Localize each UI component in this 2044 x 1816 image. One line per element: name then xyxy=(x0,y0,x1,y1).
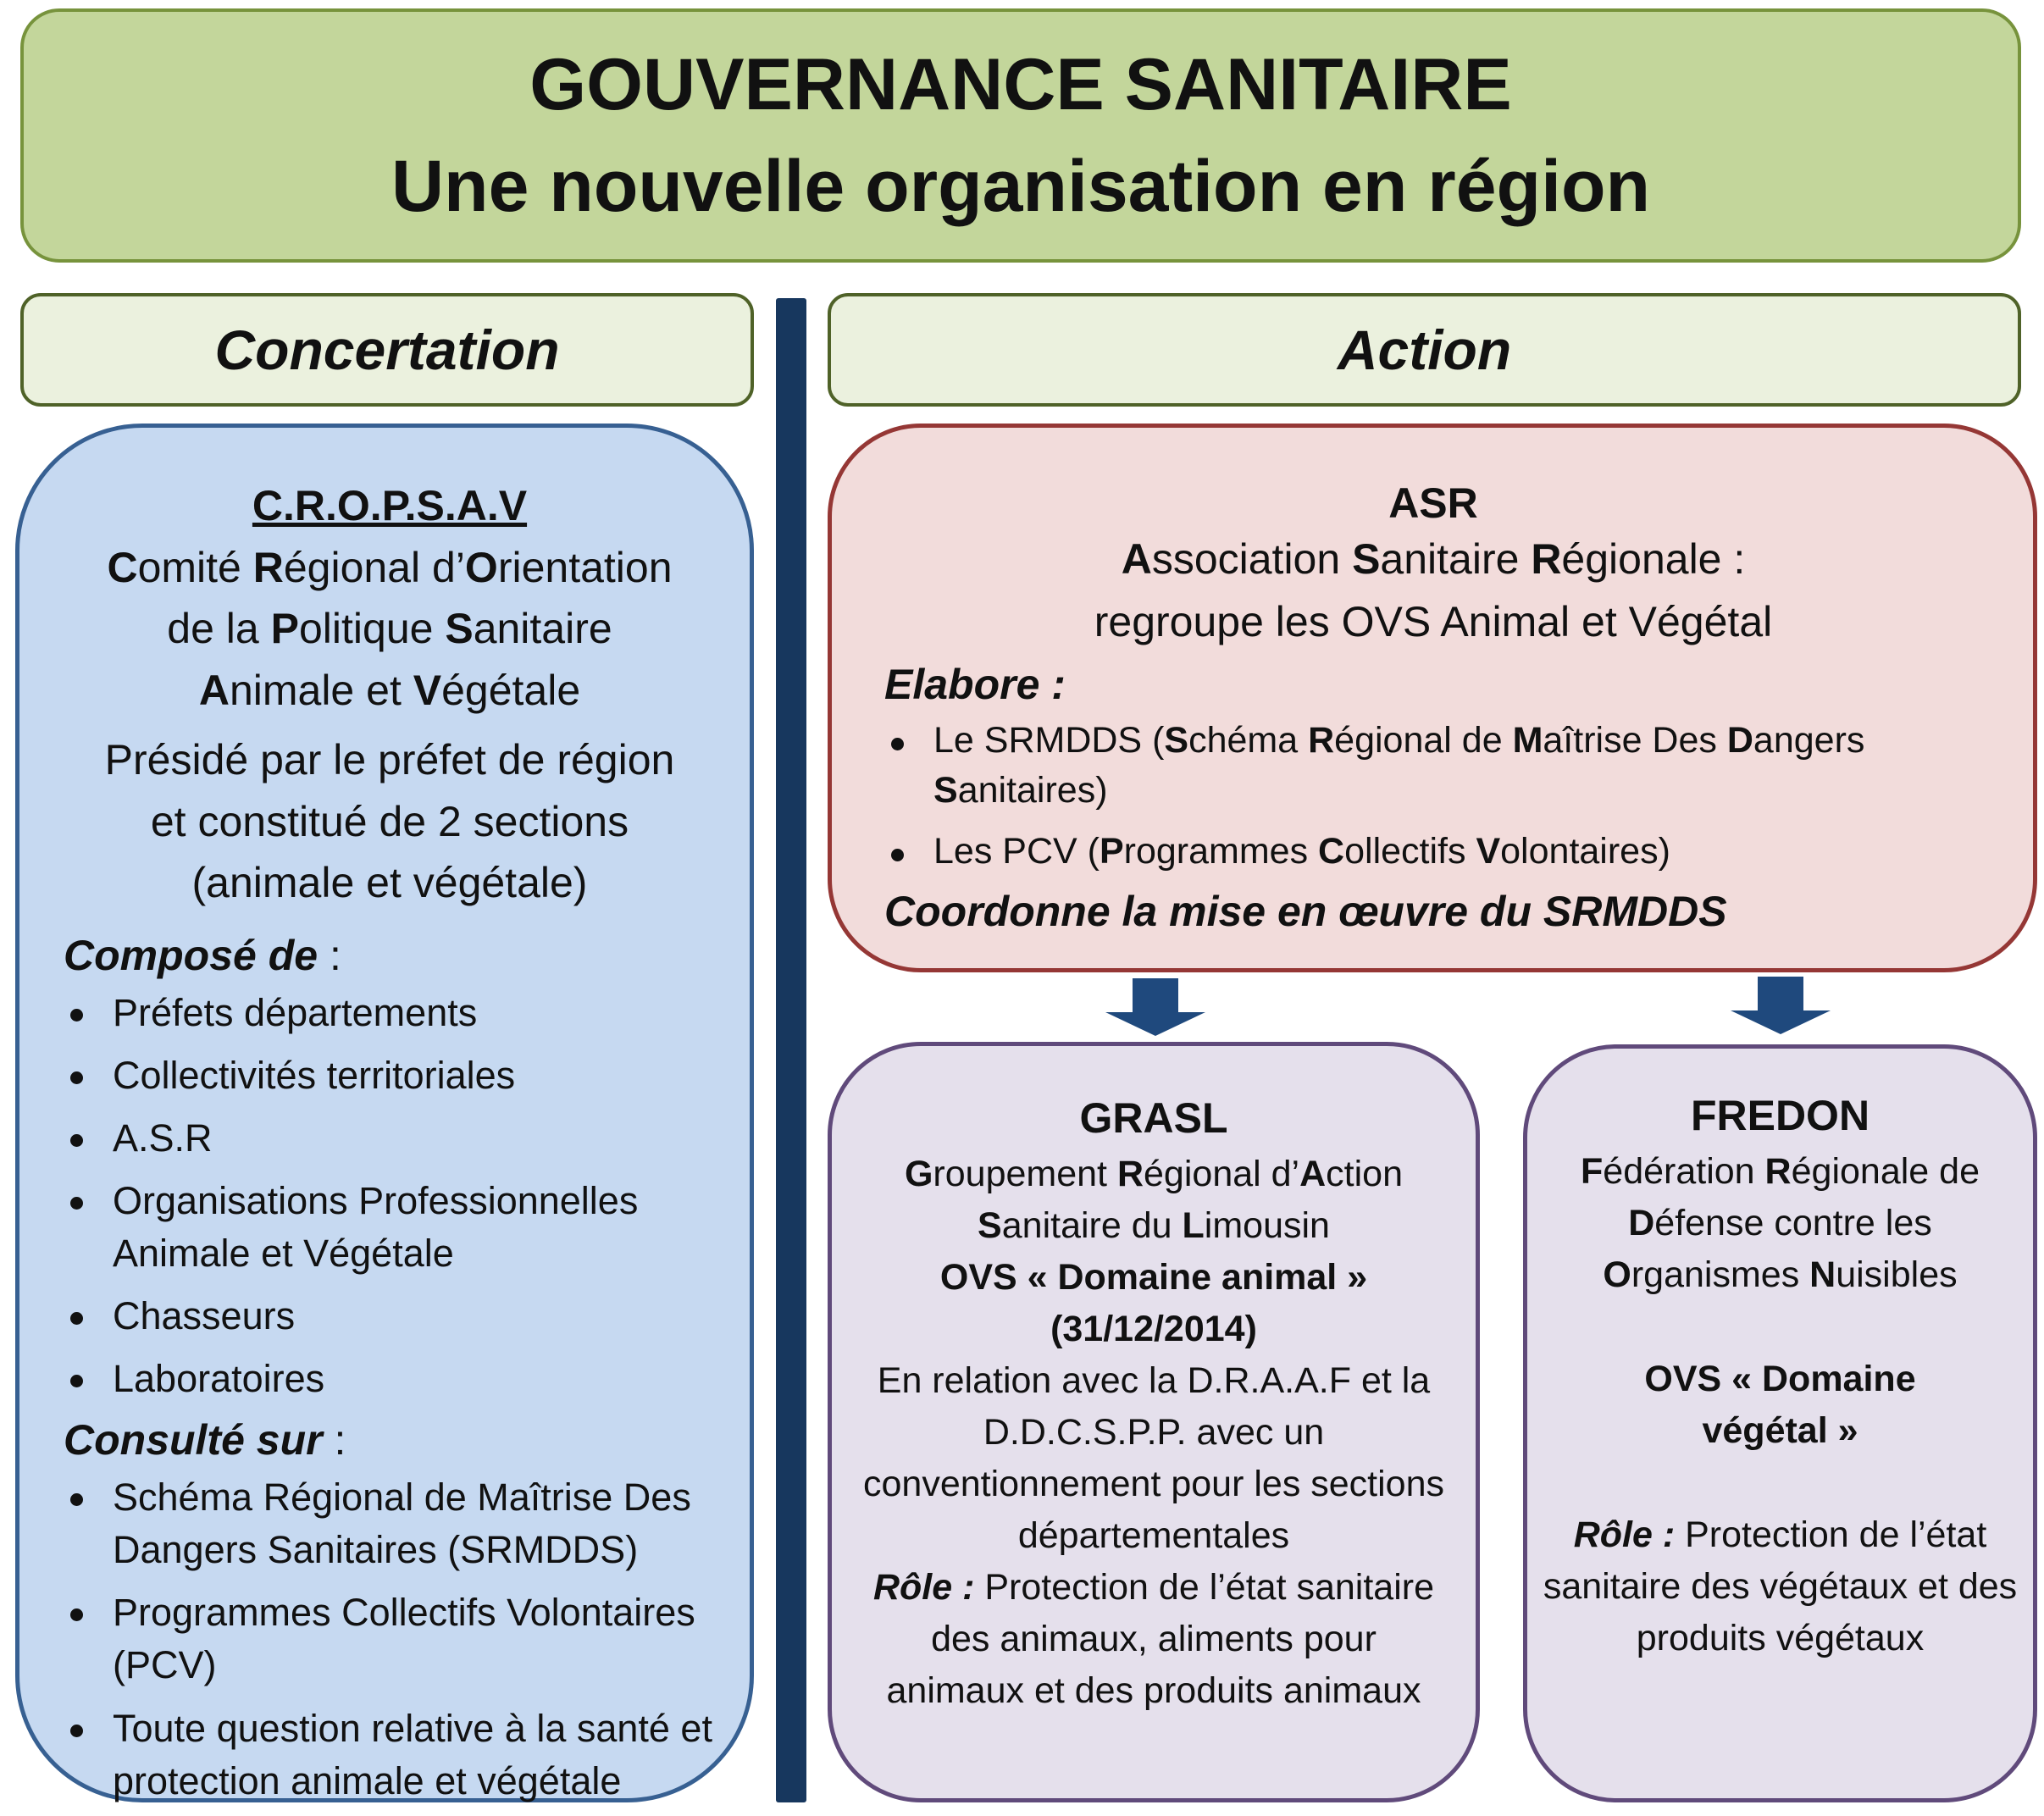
text-run: uisibles xyxy=(1836,1254,1958,1296)
text-run: anitaire xyxy=(1380,535,1532,583)
name-line xyxy=(849,1200,1459,1252)
description-line: et constitué de 2 sections xyxy=(150,797,629,845)
fredon-acronym: FREDON xyxy=(1690,1092,1870,1139)
text-run: R xyxy=(1308,720,1335,761)
list-item: Collectivités territoriales xyxy=(64,1049,716,1102)
composed-list xyxy=(64,987,716,1406)
name-line xyxy=(1536,1198,2025,1249)
list-item: Programmes Collectifs Volontaires (PCV) xyxy=(64,1586,716,1691)
text-run: A xyxy=(1121,535,1152,583)
grasl-role: Rôle : Protection de l’état sanitaire des animaux, aliments pour animaux et des produits animaux xyxy=(872,1567,1435,1712)
text-run: R xyxy=(252,543,284,591)
description-line: Présidé par le préfet de région xyxy=(104,736,675,783)
name-line xyxy=(884,528,1982,590)
consulted-list xyxy=(64,1471,716,1808)
list-item: Organisations Professionnelles Animale et Végétale xyxy=(64,1175,716,1280)
text-run: égional d’ xyxy=(1144,1154,1300,1194)
header-concertation-label: Concertation xyxy=(214,318,560,381)
grasl-relation: En relation avec la D.R.A.A.F et la D.D.C.S.P.P. avec un conventionnement pour les sections départementales xyxy=(862,1360,1445,1557)
text-run: R xyxy=(1531,535,1562,583)
fredon-fullname xyxy=(1536,1146,2025,1301)
arrow-down-icon xyxy=(1731,977,1831,1034)
arrow-down-icon xyxy=(1105,978,1205,1036)
text-run: C xyxy=(107,543,138,591)
list-item: Laboratoires xyxy=(64,1353,716,1405)
fredon-role: Rôle : Protection de l’état sanitaire des végétaux et des produits végétaux xyxy=(1543,1514,2018,1659)
text-run: omité xyxy=(137,543,253,591)
text-run: A xyxy=(1299,1154,1327,1194)
text-run: égional d’ xyxy=(283,543,465,591)
text-run: égional de xyxy=(1334,720,1513,761)
title-line-2: Une nouvelle organisation en région xyxy=(391,146,1651,227)
text-run: V xyxy=(1476,830,1501,872)
text-run: ction xyxy=(1326,1154,1404,1194)
grasl-panel xyxy=(828,1042,1480,1802)
header-action xyxy=(828,293,2021,407)
grasl-acronym: GRASL xyxy=(1079,1094,1228,1142)
text-run: imousin xyxy=(1204,1205,1330,1247)
text-run: R xyxy=(1764,1151,1792,1192)
column-divider xyxy=(776,298,806,1802)
text-run: Les PCV ( xyxy=(933,830,1100,872)
text-run: anitaire du xyxy=(1001,1205,1183,1247)
fredon-ovs: OVS « Domaine végétal » xyxy=(1644,1359,1916,1452)
name-line xyxy=(64,598,716,660)
text-run: rganismes xyxy=(1631,1254,1810,1296)
text-run: rientation xyxy=(497,543,673,591)
consulted-heading: Consulté sur : xyxy=(64,1416,346,1464)
text-run: A xyxy=(198,666,230,714)
text-run: anitaires) xyxy=(957,770,1108,811)
text-run: G xyxy=(904,1154,933,1194)
name-line xyxy=(849,1149,1459,1200)
text-run: S xyxy=(933,770,958,811)
text-run: V xyxy=(413,666,442,714)
text-run: S xyxy=(445,605,474,652)
asr-subtitle: regroupe les OVS Animal et Végétal xyxy=(1094,598,1773,645)
text-run: rogrammes xyxy=(1123,830,1319,872)
name-line xyxy=(64,660,716,722)
text-run: S xyxy=(1352,535,1381,583)
text-run: édération xyxy=(1603,1151,1765,1192)
text-run: anitaire xyxy=(473,605,612,652)
list-item: Chasseurs xyxy=(64,1290,716,1343)
cropsav-panel xyxy=(15,424,754,1802)
header-action-label: Action xyxy=(1337,318,1512,381)
grasl-ovs: OVS « Domaine animal » xyxy=(939,1257,1368,1298)
text-run: égionale : xyxy=(1561,535,1746,583)
text-run: olitique xyxy=(298,605,446,652)
name-line xyxy=(1536,1146,2025,1198)
asr-acronym: ASR xyxy=(1388,479,1478,527)
text-run: éfense contre les xyxy=(1654,1203,1932,1244)
coordonne-text: Coordonne la mise en œuvre du SRMDDS xyxy=(884,887,1727,935)
text-run: N xyxy=(1809,1254,1836,1296)
text-run: ollectifs xyxy=(1344,830,1476,872)
text-run: R xyxy=(1116,1154,1144,1194)
title-line-1: GOUVERNANCE SANITAIRE xyxy=(529,43,1512,125)
text-run: M xyxy=(1512,720,1543,761)
description-line: (animale et végétale) xyxy=(191,859,588,906)
text-run: O xyxy=(464,543,498,591)
name-line xyxy=(64,537,716,599)
text-run: C xyxy=(1318,830,1345,872)
text-run: nimale et xyxy=(229,666,413,714)
text-run: Le SRMDDS ( xyxy=(933,720,1165,761)
asr-panel xyxy=(828,424,2037,972)
text-run: chéma xyxy=(1188,720,1309,761)
text-run: S xyxy=(1164,720,1189,761)
text-run: D xyxy=(1628,1203,1655,1244)
list-item: A.S.R xyxy=(64,1112,716,1165)
text-run: P xyxy=(270,605,299,652)
elabore-heading: Elabore : xyxy=(884,661,1066,708)
grasl-date: (31/12/2014) xyxy=(1050,1309,1257,1350)
text-run: F xyxy=(1581,1151,1604,1192)
elabore-list xyxy=(884,716,1982,877)
text-run: ssociation xyxy=(1151,535,1353,583)
text-run: D xyxy=(1726,720,1753,761)
cropsav-acronym: C.R.O.P.S.A.V xyxy=(252,482,528,529)
fredon-panel xyxy=(1523,1044,2037,1802)
header-concertation xyxy=(20,293,754,407)
cropsav-description xyxy=(64,729,716,914)
list-item xyxy=(884,827,1982,877)
list-item: Toute question relative à la santé et protection animale et végétale xyxy=(64,1702,716,1808)
text-run: olontaires) xyxy=(1500,830,1670,872)
text-run: roupement xyxy=(933,1154,1117,1194)
asr-fullname xyxy=(884,528,1982,590)
title-banner xyxy=(20,8,2021,263)
name-line xyxy=(1536,1249,2025,1301)
text-run: angers xyxy=(1753,720,1865,761)
text-run: égionale de xyxy=(1791,1151,1980,1192)
text-run: S xyxy=(978,1205,1002,1247)
list-item: Préfets départements xyxy=(64,987,716,1039)
text-run: égétale xyxy=(441,666,581,714)
grasl-fullname xyxy=(849,1149,1459,1252)
composed-heading: Composé de : xyxy=(64,931,341,979)
cropsav-fullname xyxy=(64,537,716,722)
text-run: L xyxy=(1182,1205,1205,1247)
list-item: Schéma Régional de Maîtrise Des Dangers Sanitaires (SRMDDS) xyxy=(64,1471,716,1576)
text-run: O xyxy=(1603,1254,1631,1296)
text-run: P xyxy=(1099,830,1124,872)
list-item xyxy=(884,716,1982,817)
text-run: de la xyxy=(167,605,271,652)
text-run: aîtrise Des xyxy=(1543,720,1727,761)
